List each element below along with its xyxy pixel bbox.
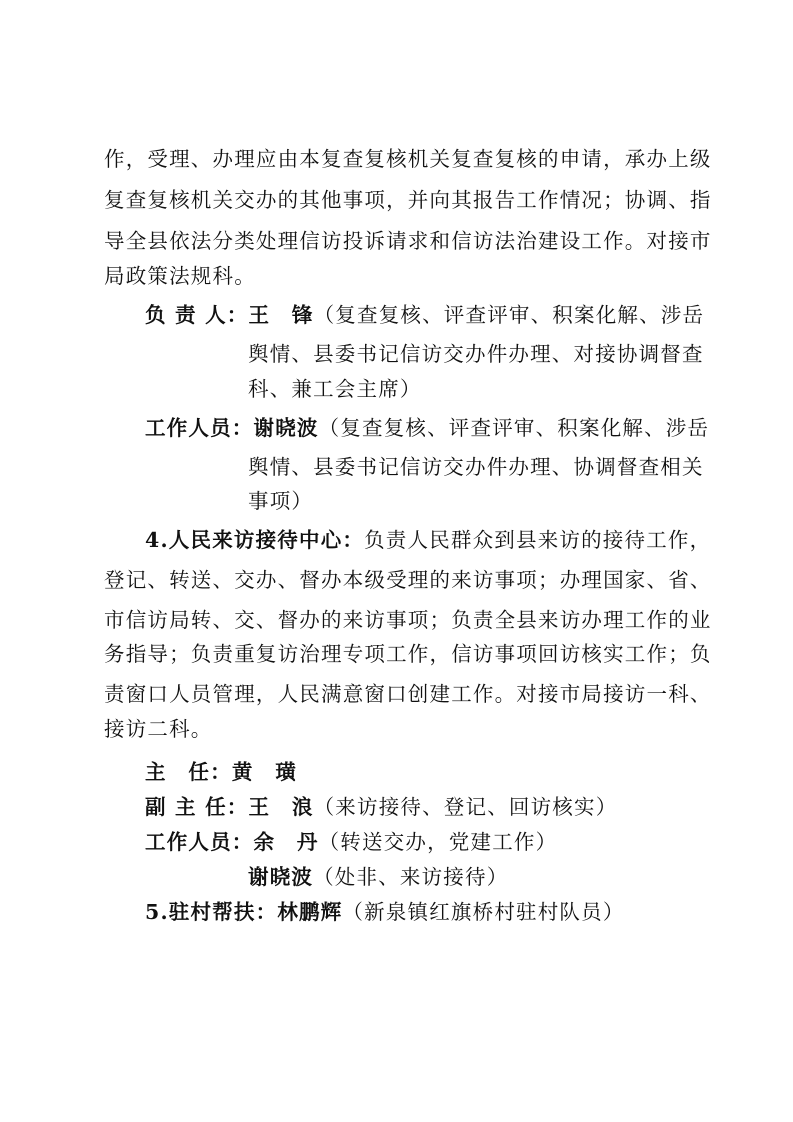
director-name: 黄 璜 (231, 760, 297, 784)
staff3-duty-line: （复查复核、评查评审、积案化解、涉岳 (318, 416, 710, 440)
paragraph-line: 复查复核机关交办的其他事项，并向其报告工作情况；协调、指 (104, 188, 712, 212)
head-label: 负 责 人： (145, 303, 249, 327)
section4-line: 登记、转送、交办、督办本级受理的来访事项；办理国家、省、 (104, 568, 712, 592)
deputy-duty: （来访接待、登记、回访核实） (313, 795, 618, 819)
head-duty-line: 科、兼工会主席） (248, 377, 422, 401)
staff3-label: 工作人员： (145, 416, 254, 440)
paragraph-line: 导全县依法分类处理信访投诉请求和信访法治建设工作。对接市 (104, 229, 712, 253)
staff3-duty-line: 事项） (248, 489, 314, 513)
paragraph-line: 作，受理、办理应由本复查复核机关复查复核的申请，承办上级 (104, 147, 712, 171)
staff3-name: 谢晓波 (253, 416, 319, 440)
paragraph-line: 局政策法规科。 (104, 264, 256, 288)
section4-line: 接访二科。 (104, 717, 213, 741)
director-row (145, 757, 297, 787)
staff4-name: 谢晓波 (248, 865, 314, 889)
staff4-row (145, 827, 557, 857)
section5-row (145, 897, 625, 927)
staff4-row (248, 862, 508, 892)
director-label: 主 任： (145, 760, 232, 784)
section4-line: 务指导；负责重复访治理专项工作，信访事项回访核实工作；负 (104, 642, 712, 666)
head-name: 王 锋 (248, 303, 314, 327)
section5-name: 林鹏辉 (277, 900, 343, 924)
deputy-label: 副 主 任： (145, 795, 249, 819)
section4-title: 4.人民来访接待中心： (145, 528, 365, 552)
head-row (145, 300, 704, 330)
staff3-row (145, 413, 709, 443)
head-duty-line: （复查复核、评查评审、积案化解、涉岳 (313, 303, 705, 327)
staff4-duty: （处非、来访接待） (313, 865, 509, 889)
deputy-row (145, 792, 617, 822)
staff3-duty-line: 舆情、县委书记信访交办件办理、协调督查相关 (248, 455, 704, 479)
section4-line: 市信访局转、交、督办的来访事项；负责全县来访办理工作的业 (104, 608, 712, 632)
staff4-label: 工作人员： (145, 830, 254, 854)
staff4-name: 余 丹 (253, 830, 319, 854)
section4-line: 责窗口人员管理，人民满意窗口创建工作。对接市局接访一科、 (104, 682, 712, 706)
section5-duty: （新泉镇红旗桥村驻村队员） (342, 900, 625, 924)
staff4-duty: （转送交办，党建工作） (318, 830, 558, 854)
deputy-name: 王 浪 (248, 795, 314, 819)
section5-title: 5.驻村帮扶： (145, 900, 278, 924)
section4-first-line (145, 525, 711, 555)
section4-text: 负责人民群众到县来访的接待工作， (364, 528, 712, 552)
head-duty-line: 舆情、县委书记信访交办件办理、对接协调督查 (248, 342, 704, 366)
